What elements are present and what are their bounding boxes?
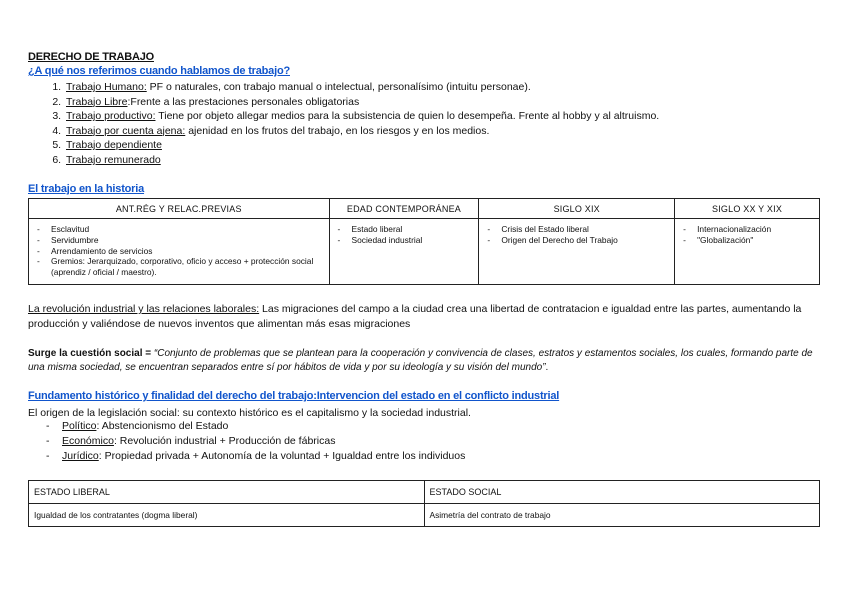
table-header-row xyxy=(29,199,820,219)
social-question-paragraph: Surge la cuestión social = “Conjunto de problemas que se plantean para la cooperación y convivencia de clases, estratos y estamentos sociales, los cuales, formando parte de una misma sociedad, se encuentran separados entre sí por hábitos de vida y por su ideología y su visión del mundo”. xyxy=(28,348,813,374)
revolution-paragraph: La revolución industrial y las relaciones laborales: Las migraciones del campo a la ciudad crea una libertad de contratacion e igualdad entre las partes, aumentando la producción y valiéndose de nuevos inventos que alimentan más esas migraciones xyxy=(28,303,802,330)
list-item: - Gremios: Jerarquizado, corporativo, oficio y acceso + protección social (aprendiz / oficial / maestro). xyxy=(33,256,325,278)
list-item: - Esclavitud xyxy=(33,224,325,235)
table-cell xyxy=(329,219,479,285)
list-item: - Internacionalización xyxy=(679,224,815,235)
history-heading: El trabajo en la historia xyxy=(28,183,145,195)
table-cell xyxy=(675,219,820,285)
document-title: DERECHO DE TRABAJO xyxy=(28,51,154,63)
foundation-heading: Fundamento histórico y finalidad del derecho del trabajo:Intervencion del estado en el conflicto industrial xyxy=(28,390,560,402)
work-types-list xyxy=(28,80,824,168)
list-item: 4. Trabajo por cuenta ajena: ajenidad en los frutos del trabajo, en los riesgos y en los medios. xyxy=(64,124,824,139)
list-item: - Sociedad industrial xyxy=(334,235,475,246)
list-item: 6. Trabajo remunerado xyxy=(64,153,824,168)
context-list xyxy=(28,419,465,464)
table-cell xyxy=(29,219,330,285)
table-header: ESTADO SOCIAL xyxy=(424,481,820,504)
table-cell xyxy=(479,219,675,285)
estado-table xyxy=(28,480,820,527)
table-header-row xyxy=(29,481,820,504)
list-item: - Jurídico: Propiedad privada + Autonomía de la voluntad + Igualdad entre los individuos xyxy=(28,449,465,464)
list-item: 1. Trabajo Humano: PF o naturales, con trabajo manual o intelectual, personalísimo (intuitu personae). xyxy=(64,80,824,95)
list-item: - Servidumbre xyxy=(33,235,325,246)
list-item: - Origen del Derecho del Trabajo xyxy=(483,235,670,246)
table-header: ANT.RÉG Y RELAC.PREVIAS xyxy=(29,199,330,219)
list-item: - Estado liberal xyxy=(334,224,475,235)
list-item: - Económico: Revolución industrial + Producción de fábricas xyxy=(28,434,465,449)
table-cell: Igualdad de los contratantes (dogma liberal) xyxy=(29,504,425,527)
table-header: SIGLO XX Y XIX xyxy=(675,199,820,219)
question-heading: ¿A qué nos referimos cuando hablamos de trabajo? xyxy=(28,65,290,77)
table-cell: Asimetría del contrato de trabajo xyxy=(424,504,820,527)
list-item: - Crisis del Estado liberal xyxy=(483,224,670,235)
table-header: SIGLO XIX xyxy=(479,199,675,219)
table-row xyxy=(29,504,820,527)
list-item: - Político: Abstencionismo del Estado xyxy=(28,419,465,434)
table-row xyxy=(29,219,820,285)
list-item: - Arrendamiento de servicios xyxy=(33,246,325,257)
list-item: 2. Trabajo Libre:Frente a las prestaciones personales obligatorias xyxy=(64,95,824,110)
list-item: 5. Trabajo dependiente xyxy=(64,138,824,153)
table-header: ESTADO LIBERAL xyxy=(29,481,425,504)
list-item: 3. Trabajo productivo: Tiene por objeto allegar medios para la subsistencia de quien lo desempeña. Frente al hobby y al altruismo. xyxy=(64,109,824,124)
table-header: EDAD CONTEMPORÁNEA xyxy=(329,199,479,219)
list-item: - "Globalización" xyxy=(679,235,815,246)
foundation-text: El origen de la legislación social: su contexto histórico es el capitalismo y la sociedad industrial. xyxy=(28,407,471,419)
history-table xyxy=(28,198,820,285)
